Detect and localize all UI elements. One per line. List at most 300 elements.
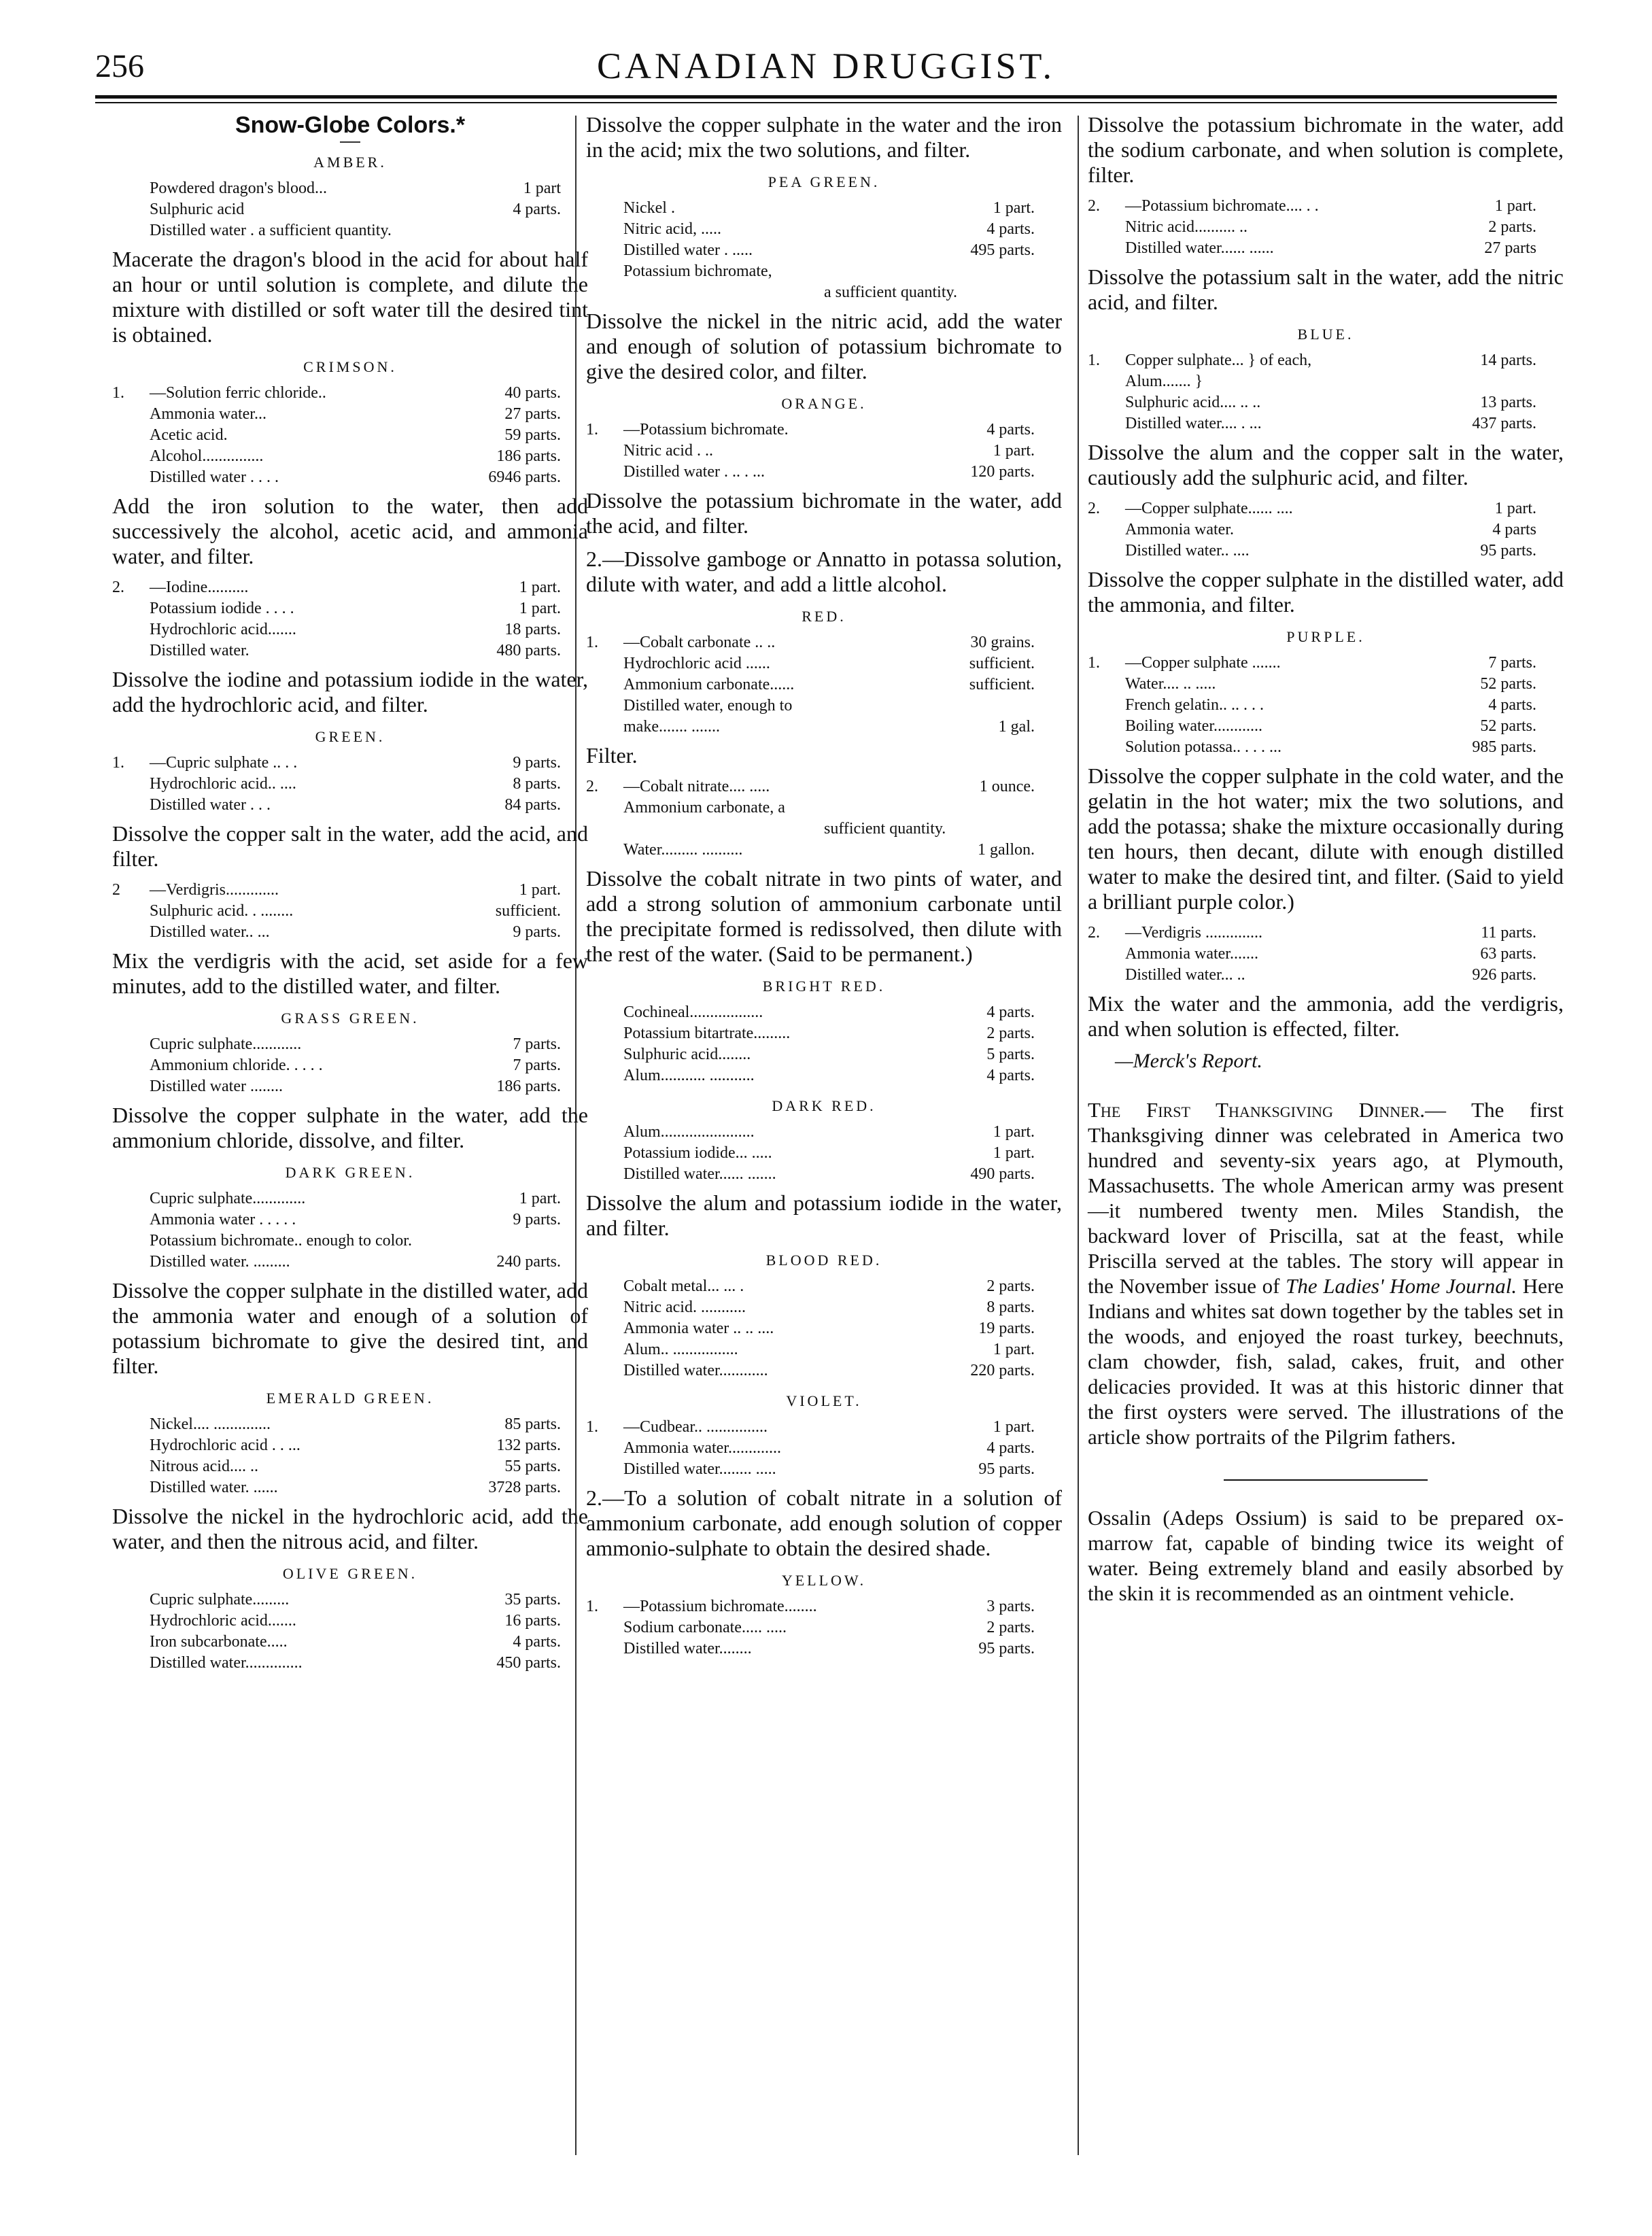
- ingredient: —Iodine..........: [150, 579, 249, 596]
- quantity: 9 parts.: [513, 923, 561, 941]
- quantity: 9 parts.: [513, 754, 561, 772]
- ingredient: Distilled water... ..: [1125, 966, 1245, 984]
- recipe-row: [586, 632, 1062, 653]
- paragraph: 2.—Dissolve gamboge or Annatto in potassa solution, dilute with water, and add a little alcohol.: [586, 547, 1062, 596]
- recipe-row: [112, 404, 588, 425]
- ossalin-article: Ossalin (Adeps Ossium) is said to be prepared ox-marrow fat, capable of binding twice its weight of water. Being extremely bland and easily absorbed by the skin it is recommended as an ointment vehicle.: [1088, 1506, 1564, 1605]
- magazine-title: The Ladies' Home Journal.: [1286, 1274, 1517, 1298]
- recipe-row: [112, 619, 588, 640]
- recipe-blue-1: [1088, 350, 1564, 434]
- ingredient: Acetic acid.: [150, 426, 228, 444]
- recipe-number: 2.: [1088, 500, 1100, 517]
- recipe-row: [586, 1318, 1062, 1339]
- section-heading: PURPLE.: [1286, 628, 1365, 645]
- ingredient: —Potassium bichromate.... . .: [1125, 197, 1319, 215]
- recipe-grass-green: [112, 1034, 588, 1097]
- quantity: 2 parts.: [986, 1619, 1035, 1636]
- recipe-dark-green: [112, 1188, 588, 1273]
- ingredient: make....... .......: [623, 718, 720, 736]
- recipe-row: [586, 1164, 1062, 1185]
- recipe-row: [112, 1414, 588, 1435]
- recipe-row: [586, 1143, 1062, 1164]
- section-heading: PEA GREEN.: [768, 173, 880, 190]
- ingredient: Distilled water...... .......: [623, 1165, 776, 1183]
- quantity: 85 parts.: [504, 1415, 561, 1433]
- quantity: 186 parts.: [496, 1078, 561, 1095]
- ingredient: Distilled water.... . ...: [1125, 415, 1262, 432]
- ingredient: Sulphuric acid........: [623, 1046, 751, 1063]
- quantity: 52 parts.: [1480, 675, 1536, 693]
- recipe-row: [112, 753, 588, 774]
- ingredient: Potassium bichromate.. enough to color.: [150, 1232, 412, 1250]
- recipe-dark-red: [586, 1122, 1062, 1185]
- quantity: 240 parts.: [496, 1253, 561, 1271]
- ingredient: Ammonia water . . . . .: [150, 1211, 296, 1228]
- ingredient: Alum....... }: [1125, 373, 1203, 390]
- recipe-row: [1088, 217, 1564, 238]
- ingredient: Distilled water........ .....: [623, 1460, 776, 1478]
- ingredient: Alcohol...............: [150, 447, 264, 465]
- recipe-row: [112, 220, 588, 241]
- source-credit: —Merck's Report.: [1115, 1050, 1262, 1072]
- ingredient: Potassium bichromate,: [623, 262, 772, 280]
- quantity: 4 parts.: [513, 1633, 561, 1651]
- quantity: 1 part.: [993, 442, 1035, 460]
- quantity: 30 grains.: [970, 634, 1035, 651]
- header-rule-thin: [95, 102, 1557, 103]
- quantity: 1 gal.: [998, 718, 1035, 736]
- quantity: sufficient.: [969, 676, 1035, 693]
- recipe-row: [112, 383, 588, 404]
- section-heading: EMERALD GREEN.: [266, 1390, 434, 1407]
- recipe-yellow-2: [1088, 196, 1564, 259]
- ingredient: —Cudbear.. ...............: [623, 1418, 768, 1436]
- quantity: 35 parts.: [504, 1591, 561, 1609]
- quantity: 95 parts.: [978, 1460, 1035, 1478]
- ingredient: Hydrochloric acid ......: [623, 655, 770, 672]
- recipe-row: [586, 840, 1062, 861]
- recipe-row: [1088, 413, 1564, 434]
- paragraph: Dissolve the copper sulphate in the water and the iron in the acid; mix the two solutions, and filter.: [586, 112, 1062, 162]
- recipe-row: [586, 819, 1062, 840]
- recipe-row: [1088, 392, 1564, 413]
- recipe-row: [1088, 965, 1564, 986]
- quantity: 2 parts.: [986, 1025, 1035, 1042]
- paragraph: Add the iron solution to the water, then add successively the alcohol, acetic acid, and ammonia water, and filter.: [112, 494, 588, 568]
- quantity: 4 parts.: [986, 1003, 1035, 1021]
- quantity: 16 parts.: [504, 1612, 561, 1630]
- column-1: [112, 112, 588, 1674]
- recipe-row: [586, 1122, 1062, 1143]
- ingredient: —Potassium bichromate........: [623, 1598, 817, 1615]
- section-heading: GREEN.: [315, 728, 385, 745]
- recipe-row: [112, 1477, 588, 1498]
- ingredient: Copper sulphate... } of each,: [1125, 351, 1312, 369]
- quantity: 926 parts.: [1472, 966, 1536, 984]
- quantity: 7 parts.: [513, 1035, 561, 1053]
- recipe-row: [586, 1459, 1062, 1480]
- recipe-purple-1: [1088, 653, 1564, 758]
- ingredient: —Cobalt nitrate.... .....: [623, 778, 770, 795]
- recipe-row: [1088, 350, 1564, 371]
- column-divider: [1078, 116, 1079, 2155]
- ingredient: Hydrochloric acid . . ...: [150, 1437, 300, 1454]
- quantity: 1 part.: [993, 1341, 1035, 1358]
- paragraph: Dissolve the nickel in the hydrochloric acid, add the water, and then the nitrous acid, and filter.: [112, 1504, 588, 1553]
- section-heading: DARK GREEN.: [285, 1164, 415, 1181]
- quantity: 1 part.: [519, 600, 561, 617]
- quantity: 6946 parts.: [488, 468, 561, 486]
- thanksgiving-text-end: Here Indians and whites sat down together by the tables set in the woods, and enjoyed the roast turkey, beechnuts, clam chowder, fish, salad, cakes, fruit, and other delicacies provided. It was at this historic dinner that the first oysters were served. The illustrations of the article show portraits of the Pilgrim fathers.: [1088, 1274, 1564, 1449]
- ingredient: Cupric sulphate.........: [150, 1591, 290, 1609]
- ingredient: a sufficient quantity.: [824, 283, 957, 301]
- recipe-row: [586, 1360, 1062, 1381]
- ingredient: Distilled water. .........: [150, 1253, 290, 1271]
- ingredient: —Copper sulphate .......: [1125, 654, 1281, 672]
- quantity: 14 parts.: [1480, 351, 1536, 369]
- quantity: 437 parts.: [1472, 415, 1536, 432]
- recipe-number: 1.: [586, 1418, 598, 1436]
- quantity: 27 parts: [1484, 239, 1536, 257]
- ingredient: Ammonia water.: [1125, 521, 1234, 538]
- section-heading: YELLOW.: [781, 1572, 867, 1589]
- ingredient: Ammonium chloride. . . . .: [150, 1056, 323, 1074]
- quantity: 19 parts.: [978, 1320, 1035, 1337]
- ingredient: Ammonia water...: [150, 405, 266, 423]
- recipe-row: [586, 1339, 1062, 1360]
- recipe-row: [112, 1435, 588, 1456]
- quantity: 5 parts.: [986, 1046, 1035, 1063]
- recipe-row: [1088, 716, 1564, 737]
- paragraph: Dissolve the copper sulphate in the distilled water, add the ammonia water and enough of a solution of potassium bichromate to give the desired tint, and filter.: [112, 1278, 588, 1378]
- recipe-row: [586, 797, 1062, 819]
- recipe-row: [112, 901, 588, 922]
- quantity: 220 parts.: [970, 1362, 1035, 1379]
- recipe-row: [112, 1632, 588, 1653]
- ingredient: —Cupric sulphate .. . .: [150, 754, 298, 772]
- quantity: 1 part.: [993, 1418, 1035, 1436]
- ingredient: French gelatin.. .. . . .: [1125, 696, 1264, 714]
- quantity: 1 part.: [993, 199, 1035, 217]
- ingredient: Distilled water.. ...: [150, 923, 270, 941]
- recipe-bright-red: [586, 1002, 1062, 1086]
- recipe-row: [1088, 923, 1564, 944]
- quantity: 8 parts.: [986, 1298, 1035, 1316]
- ingredient: Distilled water . . .: [150, 796, 271, 814]
- ingredient: Sodium carbonate..... .....: [623, 1619, 787, 1636]
- quantity: 1 part.: [1494, 197, 1536, 215]
- recipe-row: [112, 1252, 588, 1273]
- section-heading: GRASS GREEN.: [281, 1010, 419, 1027]
- recipe-number: 1.: [1088, 351, 1100, 369]
- paragraph: Macerate the dragon's blood in the acid for about half an hour or until solution is complete, and dilute the mixture with distilled or soft water till the desired tint is obtained.: [112, 247, 588, 347]
- ingredient: Nickel.... ..............: [150, 1415, 271, 1433]
- recipe-row: [586, 282, 1062, 303]
- ingredient: Distilled water . a sufficient quantity.: [150, 222, 392, 239]
- section-heading: CRIMSON.: [303, 358, 397, 375]
- recipe-row: [112, 577, 588, 598]
- recipe-row: [586, 1617, 1062, 1638]
- recipe-row: [112, 1055, 588, 1076]
- recipe-row: [112, 1589, 588, 1611]
- recipe-row: [586, 717, 1062, 738]
- page-header: [95, 39, 1557, 94]
- recipe-row: [112, 774, 588, 795]
- ingredient: Nitric acid.......... ..: [1125, 218, 1247, 236]
- section-heading: OLIVE GREEN.: [282, 1565, 418, 1582]
- recipe-row: [112, 598, 588, 619]
- quantity: 40 parts.: [504, 384, 561, 402]
- ingredient: Distilled water.. ....: [1125, 542, 1250, 560]
- quantity: 495 parts.: [970, 241, 1035, 259]
- section-heading: VIOLET.: [786, 1392, 862, 1409]
- quantity: 55 parts.: [504, 1458, 561, 1475]
- section-heading: RED.: [802, 608, 846, 625]
- recipe-row: [112, 922, 588, 943]
- ingredient: Cupric sulphate.............: [150, 1190, 306, 1207]
- ingredient: Hydrochloric acid.......: [150, 1612, 296, 1630]
- recipe-row: [586, 462, 1062, 483]
- recipe-row: [586, 261, 1062, 282]
- paragraph: Dissolve the copper sulphate in the water, add the ammonium chloride, dissolve, and filter.: [112, 1103, 588, 1152]
- paragraph: Mix the verdigris with the acid, set aside for a few minutes, add to the distilled water, and filter.: [112, 948, 588, 998]
- recipe-row: [112, 640, 588, 661]
- quantity: 4 parts.: [1488, 696, 1536, 714]
- quantity: 4 parts.: [986, 1067, 1035, 1084]
- ingredient: —Copper sulphate...... ....: [1125, 500, 1293, 517]
- paragraph: Dissolve the potassium bichromate in the water, add the sodium carbonate, and when solution is complete, filter.: [1088, 112, 1564, 187]
- quantity: 4 parts.: [986, 1439, 1035, 1457]
- ingredient: Distilled water ........: [150, 1078, 283, 1095]
- recipe-row: [586, 1023, 1062, 1044]
- recipe-row: [112, 1034, 588, 1055]
- ingredient: Potassium iodide... .....: [623, 1144, 772, 1162]
- recipe-green-2: [112, 880, 588, 943]
- recipe-row: [112, 795, 588, 816]
- recipe-row: [586, 1596, 1062, 1617]
- header-rule: [95, 95, 1557, 99]
- recipe-number: 2.: [112, 579, 124, 596]
- recipe-row: [586, 1002, 1062, 1023]
- ingredient: Ammonia water.......: [1125, 945, 1258, 963]
- recipe-emerald-green: [112, 1414, 588, 1498]
- recipe-row: [586, 653, 1062, 674]
- paragraph: Dissolve the potassium salt in the water, add the nitric acid, and filter.: [1088, 264, 1564, 314]
- recipe-row: [586, 1438, 1062, 1459]
- ingredient: Hydrochloric acid.......: [150, 621, 296, 638]
- quantity: sufficient.: [495, 902, 561, 920]
- quantity: 480 parts.: [496, 642, 561, 659]
- title-dash: [340, 141, 360, 143]
- ingredient: —Solution ferric chloride..: [150, 384, 326, 402]
- ingredient: Hydrochloric acid.. ....: [150, 775, 296, 793]
- recipe-row: [586, 1044, 1062, 1065]
- recipe-row: [112, 880, 588, 901]
- quantity: 7 parts.: [1488, 654, 1536, 672]
- thanksgiving-heading: The First Thanksgiving Dinner.—: [1088, 1098, 1446, 1122]
- recipe-olive-green: [112, 1589, 588, 1674]
- recipe-row: [112, 1653, 588, 1674]
- paragraph: Dissolve the copper salt in the water, add the acid, and filter.: [112, 821, 588, 871]
- quantity: 4 parts: [1492, 521, 1536, 538]
- ingredient: Sulphuric acid. . ........: [150, 902, 294, 920]
- ingredient: Solution potassa.. . . . ...: [1125, 738, 1282, 756]
- quantity: 4 parts.: [513, 201, 561, 218]
- recipe-blood-red: [586, 1276, 1062, 1381]
- recipe-row: [112, 1456, 588, 1477]
- ingredient: Water.... .. .....: [1125, 675, 1216, 693]
- ingredient: Alum........... ...........: [623, 1067, 755, 1084]
- recipe-row: [586, 695, 1062, 717]
- quantity: 9 parts.: [513, 1211, 561, 1228]
- paragraph: Dissolve the copper sulphate in the cold water, and the gelatin in the hot water; mix the two solutions, and add the potassa; shake the mixture occasionally during ten hours, then decant, dilute with enough distilled water to make the desired tint, and filter. (Said to yield a brilliant purple color.): [1088, 763, 1564, 914]
- recipe-number: 1.: [1088, 654, 1100, 672]
- section-heading: DARK RED.: [772, 1097, 876, 1114]
- ingredient: Distilled water...... ......: [1125, 239, 1274, 257]
- recipe-row: [586, 240, 1062, 261]
- quantity: 1 ounce.: [979, 778, 1035, 795]
- recipe-row: [586, 776, 1062, 797]
- recipe-orange: [586, 419, 1062, 483]
- paragraph: Dissolve the alum and potassium iodide in the water, and filter.: [586, 1190, 1062, 1240]
- section-heading: AMBER.: [313, 154, 387, 171]
- recipe-number: 2: [112, 881, 120, 899]
- recipe-row: [586, 1417, 1062, 1438]
- recipe-crimson-1: [112, 383, 588, 488]
- recipe-violet: [586, 1417, 1062, 1480]
- ingredient: Distilled water . . . .: [150, 468, 279, 486]
- recipe-row: [586, 1297, 1062, 1318]
- recipe-red-2: [586, 776, 1062, 861]
- recipe-row: [586, 219, 1062, 240]
- thanksgiving-article: [1088, 1097, 1564, 1449]
- quantity: 13 parts.: [1480, 394, 1536, 411]
- recipe-row: [1088, 540, 1564, 562]
- ingredient: Water......... ..........: [623, 841, 743, 859]
- recipe-row: [1088, 944, 1564, 965]
- quantity: 52 parts.: [1480, 717, 1536, 735]
- quantity: 985 parts.: [1472, 738, 1536, 756]
- quantity: 2 parts.: [1488, 218, 1536, 236]
- quantity: 1 gallon.: [978, 841, 1035, 859]
- recipe-number: 1.: [112, 384, 124, 402]
- recipe-number: 1.: [112, 754, 124, 772]
- ingredient: Distilled water . .....: [623, 241, 753, 259]
- column-2: [586, 112, 1062, 1659]
- quantity: 4 parts.: [986, 421, 1035, 438]
- recipe-number: 2.: [586, 778, 598, 795]
- quantity: 7 parts.: [513, 1056, 561, 1074]
- quantity: 1 part.: [993, 1123, 1035, 1141]
- recipe-row: [112, 467, 588, 488]
- quantity: 2 parts.: [986, 1277, 1035, 1295]
- recipe-row: [1088, 196, 1564, 217]
- paragraph: Filter.: [586, 743, 638, 768]
- ingredient: Cobalt metal... ... .: [623, 1277, 744, 1295]
- quantity: 1 part: [523, 179, 561, 197]
- recipe-row: [586, 441, 1062, 462]
- ingredient: Alum.. ................: [623, 1341, 738, 1358]
- ingredient: Cupric sulphate............: [150, 1035, 302, 1053]
- quantity: 1 part.: [519, 1190, 561, 1207]
- ingredient: Ammonia water .. .. ....: [623, 1320, 774, 1337]
- quantity: 1 part.: [1494, 500, 1536, 517]
- ingredient: Boiling water............: [1125, 717, 1262, 735]
- paragraph: Mix the water and the ammonia, add the verdigris, and when solution is effected, filter.: [1088, 991, 1564, 1041]
- paragraph: Dissolve the iodine and potassium iodide in the water, add the hydrochloric acid, and filter.: [112, 667, 588, 717]
- quantity: 1 part.: [519, 881, 561, 899]
- recipe-purple-2: [1088, 923, 1564, 986]
- section-heading: ORANGE.: [781, 395, 867, 412]
- recipe-number: 2.: [1088, 924, 1100, 942]
- section-heading: BLUE.: [1297, 326, 1354, 343]
- quantity: 186 parts.: [496, 447, 561, 465]
- recipe-number: 1.: [586, 1598, 598, 1615]
- ingredient: Distilled water, enough to: [623, 697, 793, 715]
- quantity: 1 part.: [993, 1144, 1035, 1162]
- thanksgiving-text: The first Thanksgiving dinner was celebrated in America two hundred and seventy-six years ago, at Plymouth, Massachusetts. The whole American army was present—it numbered twenty men. Miles Standish, the backward lover of Priscilla, sat at the feast, while Priscilla served at the tables. The story will appear in the November issue of: [1088, 1098, 1564, 1298]
- quantity: 120 parts.: [970, 463, 1035, 481]
- ingredient: sufficient quantity.: [824, 820, 946, 838]
- paragraph: Dissolve the nickel in the nitric acid, add the water and enough of solution of potassium bichromate to give the desired color, and filter.: [586, 309, 1062, 383]
- recipe-number: 1.: [586, 421, 598, 438]
- recipe-row: [1088, 737, 1564, 758]
- recipe-row: [112, 1076, 588, 1097]
- ingredient: Alum.......................: [623, 1123, 755, 1141]
- quantity: 1 part.: [519, 579, 561, 596]
- quantity: 8 parts.: [513, 775, 561, 793]
- recipe-amber: [112, 178, 588, 241]
- ingredient: Nickel .: [623, 199, 675, 217]
- recipe-row: [586, 674, 1062, 695]
- ingredient: Iron subcarbonate.....: [150, 1633, 288, 1651]
- ingredient: —Cobalt carbonate .. ..: [623, 634, 776, 651]
- quantity: 95 parts.: [978, 1640, 1035, 1657]
- column-3: [1088, 112, 1564, 1614]
- paragraph: Dissolve the potassium bichromate in the water, add the acid, and filter.: [586, 488, 1062, 538]
- recipe-row: [112, 425, 588, 446]
- quantity: 59 parts.: [504, 426, 561, 444]
- article-title: Snow-Globe Colors.*: [235, 112, 466, 138]
- ingredient: Nitric acid . ..: [623, 442, 713, 460]
- recipe-row: [1088, 674, 1564, 695]
- ingredient: Nitrous acid.... ..: [150, 1458, 258, 1475]
- recipe-blue-2: [1088, 498, 1564, 562]
- recipe-number: 2.: [1088, 197, 1100, 215]
- recipe-row: [586, 1065, 1062, 1086]
- ingredient: Distilled water........: [623, 1640, 752, 1657]
- paragraph: Dissolve the cobalt nitrate in two pints of water, and add a strong solution of ammonium carbonate until the precipitate formed is redissolved, then dilute with the rest of the water. (Said to be permanent.): [586, 866, 1062, 966]
- ingredient: Distilled water............: [623, 1362, 768, 1379]
- recipe-crimson-2: [112, 577, 588, 661]
- quantity: 27 parts.: [504, 405, 561, 423]
- recipe-row: [112, 1231, 588, 1252]
- quantity: 490 parts.: [970, 1165, 1035, 1183]
- ingredient: —Verdigris.............: [150, 881, 279, 899]
- recipe-row: [112, 199, 588, 220]
- quantity: 450 parts.: [496, 1654, 561, 1672]
- quantity: 132 parts.: [496, 1437, 561, 1454]
- paragraph: Dissolve the alum and the copper salt in the water, cautiously add the sulphuric acid, and filter.: [1088, 440, 1564, 489]
- recipe-green-1: [112, 753, 588, 816]
- section-heading: BRIGHT RED.: [762, 978, 886, 995]
- quantity: 63 parts.: [1480, 945, 1536, 963]
- quantity: 4 parts.: [986, 220, 1035, 238]
- recipe-row: [1088, 238, 1564, 259]
- ingredient: Distilled water..............: [150, 1654, 303, 1672]
- ingredient: Powdered dragon's blood...: [150, 179, 327, 197]
- ingredient: Distilled water.: [150, 642, 249, 659]
